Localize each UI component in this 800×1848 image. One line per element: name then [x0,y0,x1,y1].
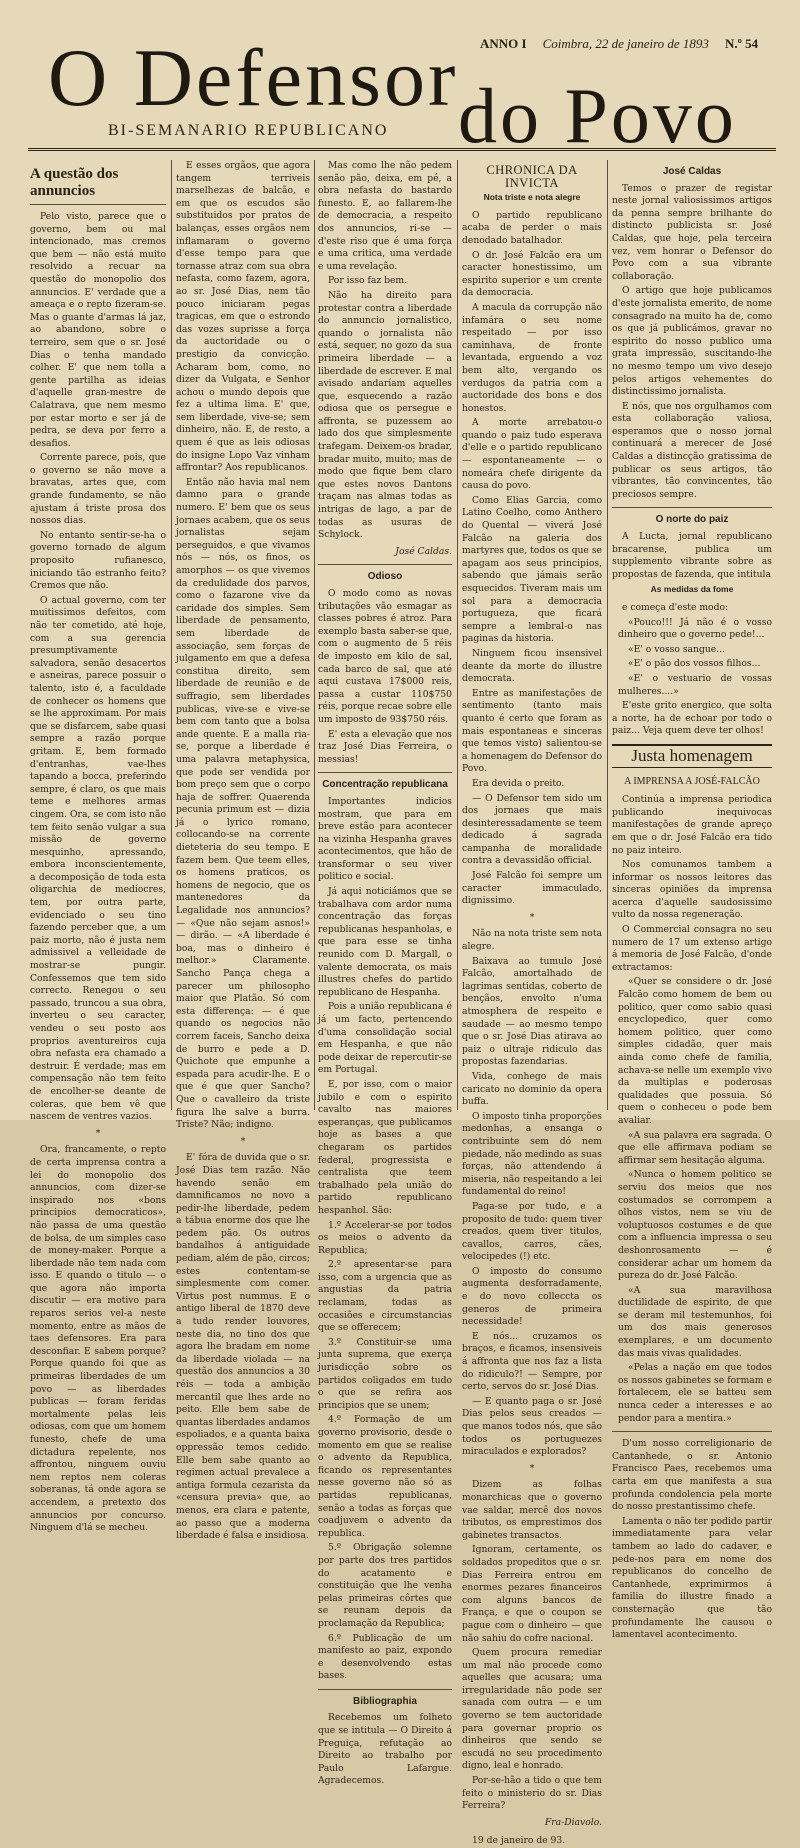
paragraph: Ninguem ficou insensivel deante da morte do illustre democrata. [462,647,602,685]
article-heading-annuncios: A questão dos annuncios [30,166,166,205]
divider [318,772,452,773]
paragraph: José Falcão foi sempre um caracter immaculado, dignissimo. [462,870,602,907]
paragraph: O partido republicano acaba de perder o mais denodado batalhador. [462,209,602,246]
paragraph: O Commercial consagra no seu numero de 17 um extenso artigo á memoria de José Falcão, d'onde extractamos: [612,924,772,973]
paragraph: Como Elias Garcia, como Latino Coelho, como Anthero do Quental — viverá José Falcão na galeria dos martyres que, todos os que se apagam aos seus principios, sabendo que jámais serão esquecidos. Tiveram mais um sol para a democracia portugueza, que ficará sempre a lembral-o nas paginas da historia. [462,494,602,645]
divider [612,1431,772,1432]
issue-date: Coimbra, 22 de janeiro de 1893 [542,36,709,51]
list-item: 1.º Accelerar-se por todos os meios o advento da Republica; [318,1219,452,1256]
paragraph: O artigo que hoje publicamos d'este jornalista emerito, de nome consagrado na muito ha de, como os que já publicámos, gravar no espirito do nosso publico uma grata impressão, suscitando-lhe no mesmo tempo um vivo desejo pelos artigos vehementes do distinctissimo jornalista. [612,285,772,398]
quote: «A sua palavra era sagrada. O que elle affirmava podiam se affirmar sem hesitação alguma. [618,1129,772,1166]
column-1 [30,160,166,1534]
column-divider [314,160,315,1110]
column-5 [612,160,772,1641]
paragraph: E nós, que nos orgulhamos com esta collaboração valiosa, esperamos que o nosso jornal continuará a merecer de José Caldas a distincção gratissima de publicar os seus artigos, tão vibrantes, tão convincentes, tão preciosos sempre. [612,400,772,500]
list-item: 4.º Formação de um governo provisorio, desde o momento em que se realise o advento da Republica, ficando os representantes nesse governo não só as partidas republicanas, senão a todas as forças que coadjuvem o advento da republica. [318,1414,452,1539]
section-star: * [95,1127,101,1139]
paragraph: Era devida o preito. [472,777,565,789]
column-divider [457,160,458,1110]
paragraph: Então não havia mal nem damno para o grande numero. E' bem que os seus jornaes acabem, que os seus jornalistas sejam perseguidos, e que vivamos nós — nós, os finos, os amorphos — os que vivemos da credulidade dos parvos, como o fazarone vive da caridade dos simples. Sem liberdade de pensamento, sem liberdade de associação, sem forças de julgamento em que a defesa constitua direito, sem liberdade de reunião e de suffragio, sem liberdades publicas, vive-se e vive-se bem com tanto que a bolsa ande quente. E a malla ria-se, porque a liberdade é uma palavra metaphysica, que pode ser vendida por bom preço sem que o corpo haja de soffrer. Quaerenda pecunia primum est — dizia já o lyrico romano, collocando-se na corrente dieteteria do seu tempo. E fazem bem. Que teem elles, os homens praticos, os homens de negocio, que os mantenedores da Legalidade nos annuncios? — «Que não sejam asnos!» — dirão. — «A liberdade é boa, mas o dinheiro é melhor.» Claramente. Sancho Pança chega a parecer um philosopho maior que Platão. Só com esta differença: — é que quando os negocios não correm faceis, Sancho deixa de burro e pede a D. Quichote que empunhe a espada para acudir-lhe. E o que é que quer Sancho? Que o cavalleiro da triste figura lhe salve a burra. Triste? Não; indigno. [176,476,310,1131]
heading-jose-caldas: José Caldas [662,166,722,177]
paragraph: A macula da corrupção não infamára o seu nome respeitado — por isso caminhava, de fronte levantada, erguendo a voz bem alto, vergando os verdugos da patria com a auctoridade dos bons e dos honestos. [462,301,602,414]
paragraph: E, por isso, com o maior jubilo e com o espirito cavalto nas maiores esperanças, que publicamos hoje as bases a que chegaram os partidos federal, progressista e centralista que teem trabalhado pela união do partido republicano hespanhol. São: [318,1078,452,1216]
paragraph: No entanto sentir-se-ha o governo tornado de algum proposito rufianesco, iniciando tão estranho feito? Cremos que não. [30,529,166,592]
paragraph: E nós... cruzamos os braços, e ficamos, insensiveis á affronta que nos faz a lista do ridiculo?! — Sempre, por certo, servos do sr. José Dias. [462,1330,602,1393]
paragraph: Já aqui noticiámos que se trabalhava com ardor numa concentração das forças republicanas hespanholas, e que para esse se tinha reunido com D. Margall, o valente democrata, os mais illustres chefes do partido republicano de Hespanha. [318,886,452,998]
quote: «E' o vosso sangue... [628,643,725,655]
paragraph: Continúa a imprensa periodica publicando inequivocas manifestações de grande apreço em que o dr. José Falcão era tido no paiz inteiro. [612,794,772,856]
heading-concentracao: Concentração republicana [322,779,448,791]
paragraph: A morte arrebatou-o quando o paiz tudo esperava d'elle e o partido republicano — espontaneamente — o nomeára chefe dirigente da causa do povo. [462,417,602,492]
list-item: 6.º Publicação de um manifesto ao paiz, expondo e desenvolvendo estas bases. [318,1632,452,1682]
quote: «Pelas a nação em que todos os nossos gabinetes se formam e fortalecem, ele se batteu sem nunca ceder a interesses e ao pendor para a mentira.» [618,1362,772,1424]
paragraph: Entre as manifestações de sentimento (tanto mais quanto é certo que foram as mais espontaneas e sinceras que temos visto) salientou-se a homenagem do Defensor do Povo. [462,687,602,775]
column-divider [171,160,172,1110]
heading-norte: O norte do paiz [655,514,729,526]
paragraph: O imposto do consumo augmenta desforradamente, e do novo colleccta os generos de primeira necessidade! [462,1265,602,1328]
quote: «E' o vestuario de vossas mulheres....» [618,672,772,697]
paragraph: O imposto tinha proporções medonhas, a ensanga o contribuinte sem dó nem piedade, não medindo as suas forças, não attendendo á miseria, não respeitando a lei fundamental do reino! [462,1110,602,1198]
paragraph: Ignoram, certamente, os soldados propeditos que o sr. Dias Ferreira entrou em enormes pezares financeiros com alguns bancos de França, e que o coupon se pague com o dinheiro — que não sahiu do cofre nacional. [462,1544,602,1644]
subheading-imprensa: A IMPRENSA A JOSÉ-FALCÃO [624,775,760,787]
column-divider [607,160,608,1110]
heading-odioso: Odioso [367,571,403,583]
paragraph: Pois a união republicana é já um facto, pertencendo d'uma consolidação social em Hespanha, e que não pode deixar de repercutir-se em Portugal. [318,1001,452,1076]
paragraph: e começa d'este modo: [622,602,729,613]
quote: «Nunca o homem politico se serviu dos meios que nos costumados se corrompem a olhos vistos, nem se viu de voluptuosos costumes e de que com a influencia impressa o seu deshonrosamento — é considerar achar um homem da pureza do dr. José Falcão. [618,1169,772,1282]
masthead-rule [28,148,776,151]
paragraph: O modo como as novas tributações vão esmagar as classes pobres é atroz. Para exemplo basta saber-se que, com o augmento de 5 réis de imposto em kilo de sal, cada barco de sal, que até aqui custava 17$000 reis, passa a custar 110$750 réis, porque recae sobre elle um imposto de 93$750 réis. [318,588,452,725]
paragraph: E'este grito energico, que solta a norte, ha de echoar por todo o paiz... Veja quem deve ter olhos! [612,700,772,737]
heading-chronica: CHRONICA DA INVICTA [486,163,578,190]
column-2 [176,160,310,1542]
paragraph: Recebemos um folheto que se intitula — O Direito á Preguiça, refutação ao Direito ao trabalho por Paulo Lafargue. Agradecemos. [318,1712,452,1787]
masthead-title-right: do Povo [458,72,737,159]
issue-meta [480,36,780,52]
issue-number: N.º 54 [724,36,759,51]
quote: «E' o pão dos vossos filhos... [628,658,761,670]
list-item: 3.º Constituir-se uma junta suprema, que exerça jurisdicção sobre os partidos coligados em tudo o que se refira aos principios que se unem; [318,1336,452,1411]
paragraph: Vida, conhego de mais caricato no dominio da opera buffa. [462,1070,602,1108]
divider [612,507,772,508]
subheading-nota: Nota triste e nota alegre [483,192,581,203]
masthead [28,30,776,159]
paragraph: O dr. José Falcão era um caracter honestissimo, um espirito superior e um crente da democracia. [462,249,602,299]
paragraph: Paga-se por tudo, e a proposito de tudo: quem tiver creados, quem tiver titulos, cavallos, carros, cães, velocipedes (!) etc. [462,1200,602,1263]
paragraph: Não na nota triste sem nota alegre. [462,928,603,953]
column-4 [462,160,603,1847]
paragraph: Pelo visto, parece que o governo, bem ou mal intencionado, mas cremos que bem — não está muito resolvido a recuar na questão do monopolio dos annuncios. E' verdade que a ameaça e o repto fizeram-se. Mas o guante d'armas lá jaz, ao abandono, sobre o terreiro, sem que o sr. José Dias o tenha mandado colher. E' que nem tolla a gente partilha as ideias d'aquelle gran-mestre de Calatrava, que nem mesmo por estar morto e ser já de pedra, se deva por ferro a desafios. [30,211,166,449]
paragraph: Lamenta o não ter podido partir immediatamente para velar tambem ao lado do cadaver, e pede-nos para em nome dos republicanos do concelho de Cantanhede, exprimirmos á familia do illustre finado a consternação que tão profundamente lhe causou o lamentavel acontecimento. [612,1515,772,1641]
signature: Fra-Diavolo. [544,1816,602,1828]
masthead-title-left: O Defensor [48,32,459,123]
signature: José Caldas. [395,545,452,557]
divider [318,564,452,565]
quote: «A sua maravilhosa ductilidade de espirito, de que se deram mil testemunhos, foi um dos mais generosos exemplares, e um documento das mais vivas qualidades. [618,1284,772,1359]
issue-year: ANNO I [480,36,527,51]
quote: «Quer se considere o dr. José Falcão como homem de bem ou politico, quer como sabio quasi encyclopedico, quer como homem politico, quer como simples cidadão, quer mais ainda como chefe de familia, achava-se nelle um exemplo vivo da multiplas e poderosas qualidades que possuia. Só quem o conheceu o pode bem avaliar. [618,976,772,1126]
paragraph: Por-se-hão a tido o que tem feito o ministerio do sr. Dias Ferreira? [462,1775,602,1812]
paragraph: — O Defensor tem sido um dos jornaes que mais desinteressadamente se teem dedicado á sagrada campanha de moralidade contra a devassidão official. [462,792,602,867]
paragraph: Quem procura remediar um mal não procede como aquelles que acusara; uma irregularidade não pode ser sanada com outra — e um governo se tem auctoridade para governar proprio os dinheiros que sendo se escudá no seu procedimento digno, leal e honrado. [462,1647,602,1772]
list-item: 5.º Obrigação solemne por parte dos tres partidos do acatamento e constituição que lhe venha pelas primeiras côrtes que se reunam depois da proclamação da Republica; [318,1542,452,1629]
paragraph: E' esta a elevação que nos traz José Dias Ferreira, o messias! [318,728,452,765]
quote: «Pouco!!! Já não é o vosso dinheiro que o governo pede!... [618,616,772,641]
paragraph: Ora, francamente, o repto de certa imprensa contra a lei do monopolio dos annuncios, com dizer-se inspirado nos «bons principios democraticos», não passa de uma questão de bolsa, de um simples caso de money-maker. Porque a liberdade não tem nada com isso. E quando o titulo — o que agora não importa discutir — era motivo para reparos serios vel-a neste momento, entre as mãos de taes defensores. Era para desconfiar. E sabem porque? Porque quando foi que as primeiras liberdades de um povo — as liberdades publicas — foram feridas mortalmente pelas leis odiosas, com que um homem funesto, chefe de uma dictadura repelente, nos affrontou, ninguem ouviu nem reptos nem coleras soberanas, tá onde agora se accendem, a pretexto dos annuncios por concurso. Ninguem d'lá se mecheu. [30,1144,166,1534]
heading-medidas: As medidas da fome [650,584,734,595]
paragraph: Importantes indicios mostram, que para em breve estão para acontecer na vizinha Hespanha graves acontecimentos, que hão de transformar o seu viver politico e social. [318,795,452,883]
heading-justa-homenagem: Justa homenagem [612,744,772,768]
paragraph: Nos comunamos tambem a informar os nossos leitores das sinceras opiniões da imprensa acerca d'aquelle saudosissimo vulto da nossa regeneração. [612,859,772,921]
paragraph: Dizem as folhas monarchicas que o governo vae saldar, mercê dos novos tributos, os emprestimos dos gabinetes transactos. [462,1479,602,1541]
divider [318,1689,452,1690]
paragraph: O actual governo, com ter muitissimos defeitos, com não ter cometido, até hoje, com a sua gerencia presumptivamente salvadora, senão desacertos e asneiras, parece possuir o talento, isto é, a faculdade de conhecer os homens que se lhe approximam. Por mais que se disfarcem, sabe quasi sempre a razão porque gritam. E, bem formado d'entranhas, vae-lhes tapando a bocca, preferindo sempre, é claro, os que mais teme e melhores armas cingem. Ora, se com isto não tem feito senão vulgar a sua missão de governo mesquinho, apressando, embora inconscientemente, a decomposição de toda esta oligarchia de medíocres, tem, por outra parte, evidenciado o seu tino fazendo perceber que, a um paiz morto, não é justa nem admissivel a velleidade de mostrar-se pungir. Confessemos que tem sido correcto. Renegou o seu passado, truncou a sua obra, inverteu o seu caracter, vendeu o seu posto aos proprios aventureiros cuja obra nefasta era chamado a destruir. É verdade; mas em compensação não tem feito de encolher-se deante de coleras, que bem vê que nascem de ventres vazios. [30,594,166,1123]
paragraph: Mas como lhe não pedem senão pão, deixa, em pé, a obra nefasta do bastardo funesto. E, ao fallarem-lhe de democracia, a respeito dos annuncios, ri-se — d'este riso que é uma força e uma critica, uma verdade e uma revelação. [318,160,452,272]
paragraph: E' fóra de duvida que o sr. José Dias tem razão. Não havendo senão em damnificamos no novo a pedir-lhe liberdade, pedem a tábua enorme dos que lhe pedem pão. Os outros bandalhos á antiguidade pediam, além de pão, circos; estes contentam-se simplesmente com comer. Virtus post nummus. E o antigo liberal de 1870 deve a tudo render louvores, neste dia, no tino dos que agora lhe bradam em nome da liberdade violada — na questão dos annuncios a 30 réis — toda a ambição mercantil que lhes arde no peito. Elle bem sabe de quantas liberdades andamos espoliados, e a quanta baixa oppressão temos cedido. Elle bem sabe quanto ao regimen actual prevalece a antiga formula cezarista da «censura previa» que, ao menos, era clara e patente, ao passo que a moderna liberdade é falsa e insidiosa. [176,1152,310,1542]
paragraph: Corrente parece, pois, que o governo se não move a bravatas, artes que, com grande fundamento, se não ajustam á triste prosa dos nossos dias. [30,452,166,527]
section-star: * [529,911,535,923]
section-star: * [529,1462,535,1474]
paragraph: Baixava ao tumulo José Falcão, amortalhado de lagrimas sentidas, coberto de bençãos, envolto n'uma atmosphera de respeito e saudade — ao mesmo tempo que o sr. José Dias atirava ao paiz o ultraje ridiculo das propostas fazendarias. [462,955,602,1068]
paragraph: Temos o prazer de registar neste jornal valiosissimos artigos da penna sempre brilhante do distincto publicista sr. José Caldas, que hoje, pela terceira vez, vem honrar o Defensor do Povo com a sua vibrante collaboração. [612,182,772,282]
heading-bibliographia: Bibliographia [353,1695,417,1707]
dateline: 19 de janeiro de 93. [472,1835,566,1847]
section-star: * [240,1135,246,1147]
paragraph: E esses orgãos, que agora tangem terriveis marselhezas de balcão, e em que os escudos são substituidos por pratos de balanças, esses orgãos nem inflamaram o governo d'esse tempo para que tornasse atraz com sua obra nefasta, como fazem, agora, ao sr. José Dias, nem tão pouco iniciaram pegas tragicas, em que o estrondo das vozes suprisse a força da auctoridade ou o prestigio da convicção. Acharam bom, como, no dizer da Vulgata, e Senhor achou o mundo depois que fez a ultima lima. E' que, sem liberdade, vive-se; sem dinheiro, não. E, de resto, a quem é que as leis odiosas do insigne Lopo Vaz vinham affrontar? Aos republicanos. [176,160,310,474]
masthead-subtitle: BI-SEMANARIO REPUBLICANO [108,122,389,139]
paragraph: Não ha direito para protestar contra a liberdade do annuncio jornalistico, quando o jornalista não está, sequer, no gozo da sua primeira liberdade — a liberdade de escrever. E mal avisado andaríam aquelles que, esquecendo a razão odiosa que os persegue e affronta, se puzessem ao lado dos que simplesmente trafegam. Deixem-os bradar, bradar muito, muito; mas de modo que fique bem claro que estes novos Dantons traçam nas almas todas as intrigas de lago, a par de todas as usuras de Schylock. [318,289,452,541]
column-3 [318,160,452,1787]
paragraph: — E quanto paga o sr. José Dias pelos seus creados — que manos todos nós, que são todos os portuguezes miraculados e explorados? [462,1395,602,1458]
paragraph: Por isso faz bem. [328,275,408,287]
paragraph: D'um nosso correligionario de Cantanhede, o sr. Antonio Francisco Paes, recebemos uma carta em que manifesta a sua profunda condolencia pela morte do nosso prestantissimo chefe. [612,1438,772,1513]
paragraph: A Lucta, jornal republicano bracarense, publica um supplemento vibrante sobre as propostas de fazenda, que intitula [612,531,772,580]
list-item: 2.º apresentar-se para isso, com a urgencia que as angustias da patria reclamam, todas as occasiões e circumstancias que se offerecem; [318,1259,452,1334]
